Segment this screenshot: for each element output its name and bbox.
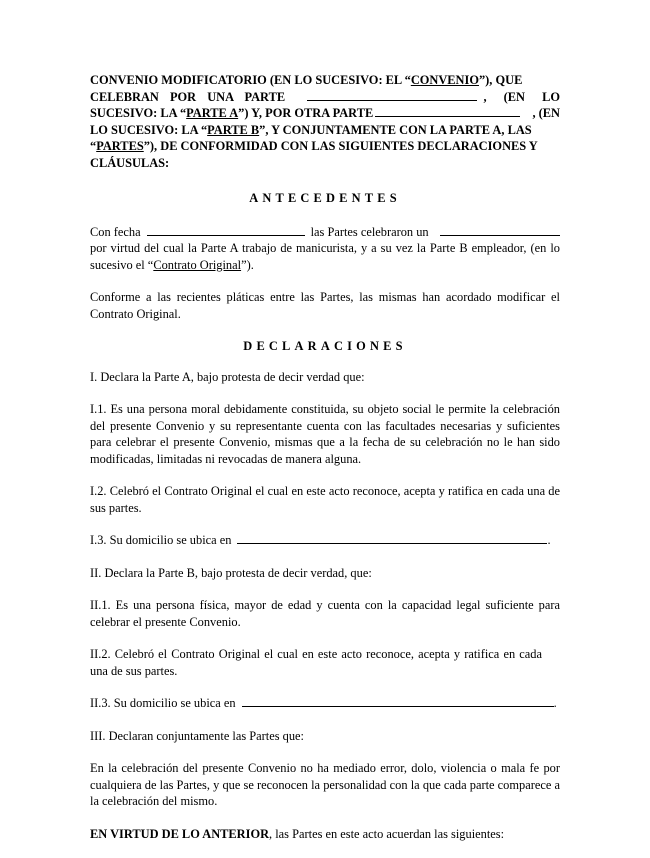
title-text [90, 138, 538, 155]
blank-field-parte-b[interactable] [375, 105, 520, 117]
antecedentes-paragraph-1 [90, 224, 560, 274]
heading-antecedentes: ANTECEDENTES [249, 191, 401, 205]
title-line-6: CLÁUSULAS: [90, 155, 170, 170]
declaracion-I-2: I.2. Celebró el Contrato Original el cual en este acto reconoce, acepta y ratifica en cada una de sus partes. [90, 484, 560, 515]
declaracion-III-paragraph: En la celebración del presente Convenio no ha mediado error, dolo, violencia o mala fe por cualquiera de las Partes, y que se reconocen la personalidad con la que cada parte comparece a la celebración del mismo. [90, 761, 560, 808]
title-text-part: ”), DE CONFORMIDAD CON LAS SIGUIENTES DECLARACIONES Y [143, 139, 538, 153]
declaracion-II-1: II.1. Es una persona física, mayor de edad y cuenta con la capacidad legal suficiente para celebrar el presente Convenio. [90, 598, 560, 629]
blank-field-domicilio-a[interactable] [237, 532, 547, 544]
title-text-part: , (EN LO [483, 89, 560, 104]
heading-declaraciones: DECLARACIONES [243, 339, 407, 353]
document-title [90, 72, 560, 171]
blank-field-parte-a[interactable] [307, 89, 477, 101]
title-text-part: LO SUCESIVO: LA “ [90, 122, 208, 137]
declaracion-I-3 [90, 532, 560, 549]
title-line-1 [90, 72, 560, 89]
text-closing: ”). [241, 257, 254, 272]
document-page [90, 72, 560, 858]
blank-field-domicilio-b[interactable] [242, 695, 554, 707]
title-text-part: SUCESIVO: LA “ [90, 106, 187, 120]
text-por-virtud: por virtud del cual la Parte A trabajo de manicurista, y a su vez la Parte B empleador, (en lo sucesivo el “ [90, 241, 560, 272]
title-line-4 [90, 122, 560, 139]
declaracion-II: II. Declara la Parte B, bajo protesta de decir verdad, que: [90, 565, 372, 580]
defined-term-parte-b: PARTE B [207, 122, 260, 137]
text-period: . [547, 533, 551, 547]
text-partes-celebraron: las Partes celebraron un [310, 224, 429, 239]
defined-term-contrato-original: Contrato Original [153, 257, 242, 272]
declaracion-I: I. Declara la Parte A, bajo protesta de decir verdad que: [90, 369, 365, 384]
title-text-part: CONVENIO MODIFICATORIO (EN LO SUCESIVO: EL “ [90, 73, 411, 87]
title-line-5 [90, 138, 560, 155]
blank-field-fecha[interactable] [147, 224, 305, 236]
closing-paragraph [90, 826, 560, 843]
declaracion-I-1: I.1. Es una persona moral debidamente constituida, su objeto social le permite la celebración del presente Convenio y su representante cuenta con las facultades necesarias y suficientes para celebrar el presente Convenio, mismas que a la fecha de su celebración no le han sido modificadas, limitadas ni revocadas de manera alguna. [90, 402, 560, 466]
title-text-part: ”), QUE [478, 73, 523, 87]
closing-text: , las Partes en este acto acuerdan las siguientes: [269, 826, 505, 841]
declaracion-II-3 [90, 695, 560, 712]
antecedentes-paragraph-2: Conforme a las recientes pláticas entre las Partes, las mismas han acordado modificar el Contrato Original. [90, 290, 560, 321]
title-text [90, 72, 522, 89]
title-text-part: ”, Y CONJUNTAMENTE CON LA PARTE A, LAS [259, 122, 532, 137]
title-line-2 [90, 89, 560, 106]
text-period: . [553, 696, 557, 710]
antecedentes-line-1 [90, 224, 560, 241]
text-domicilio-a: I.3. Su domicilio se ubica en [90, 533, 232, 547]
title-line-3 [90, 105, 560, 122]
text-con-fecha: Con fecha [90, 224, 141, 239]
defined-term-convenio: CONVENIO [410, 73, 479, 87]
title-text-part: CELEBRAN POR UNA PARTE [90, 89, 286, 104]
text-domicilio-b: II.3. Su domicilio se ubica en [90, 696, 236, 710]
defined-term-partes: PARTES [96, 139, 144, 153]
antecedentes-line-2 [90, 240, 560, 273]
declaracion-II-2: II.2. Celebró el Contrato Original el cual en este acto reconoce, acepta y ratifica en cada una de sus partes. [90, 647, 542, 678]
defined-term-parte-a: PARTE A [186, 106, 239, 120]
title-text [90, 122, 532, 139]
title-text-part: ”) Y, POR OTRA PARTE [238, 106, 374, 120]
title-text-part: “ [90, 139, 97, 153]
declaracion-III: III. Declaran conjuntamente las Partes que: [90, 728, 304, 743]
blank-field-tipo-contrato[interactable] [440, 224, 560, 236]
closing-bold-text: EN VIRTUD DE LO ANTERIOR [90, 826, 270, 841]
title-text-part: , (EN [532, 106, 560, 120]
title-text [90, 105, 373, 122]
